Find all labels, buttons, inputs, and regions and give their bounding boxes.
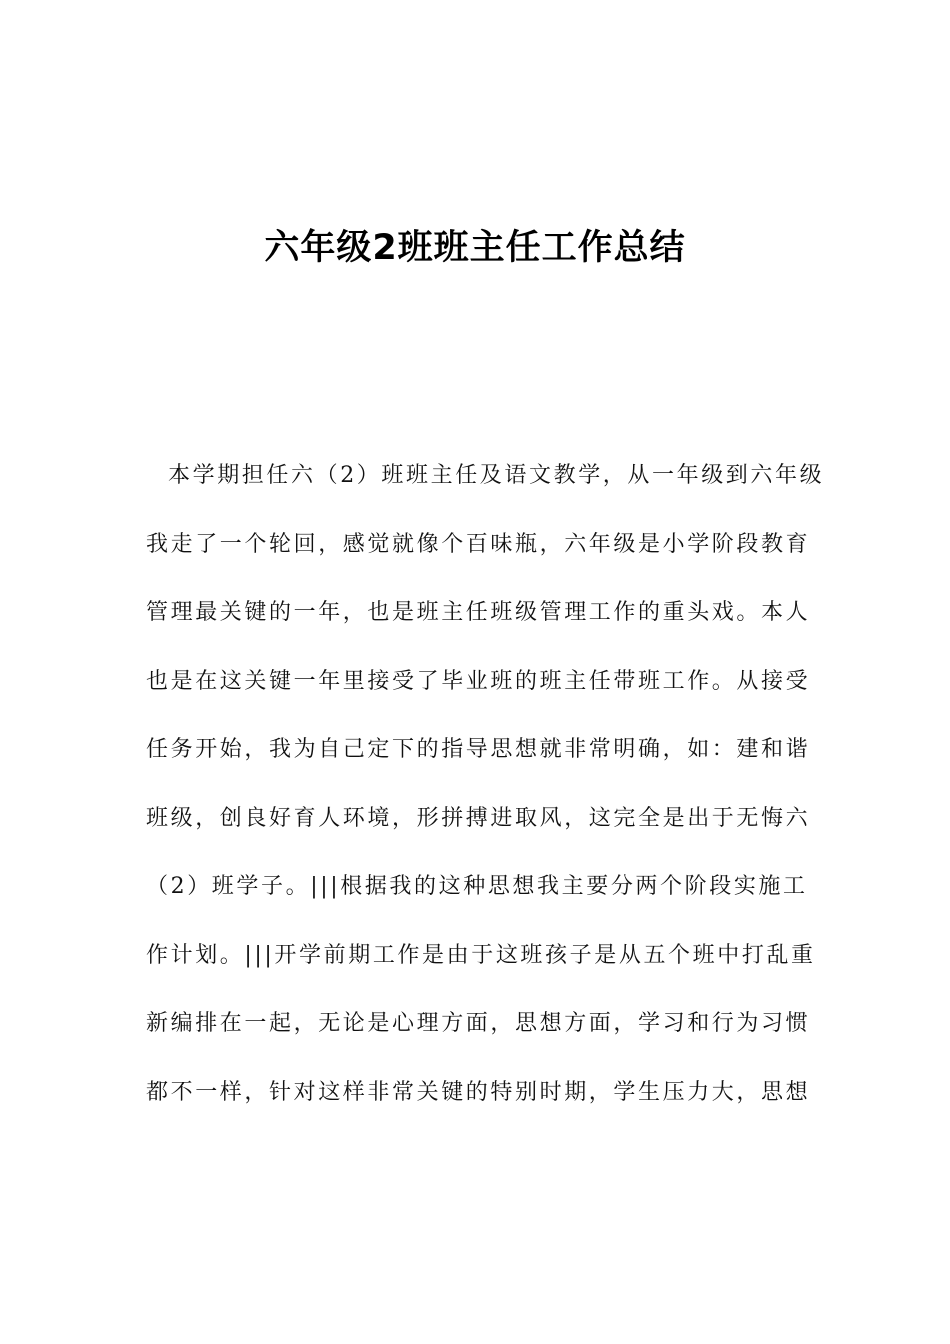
paragraph-line-5: 任务开始，我为自己定下的指导思想就非常明确，如：建和谐 [146,737,811,762]
paragraph-line-1: 本学期担任六（2）班班主任及语文教学，从一年级到六年级 [168,463,825,488]
paragraph-line-7: （2）班学子。|||根据我的这种思想我主要分两个阶段实施工 [146,874,808,899]
paragraph-line-4: 也是在这关键一年里接受了毕业班的班主任带班工作。从接受 [146,668,811,694]
paragraph-line-6: 班级，创良好育人环境，形拼搏进取风，这完全是出于无悔六 [146,805,811,831]
paragraph-line-2: 我走了一个轮回，感觉就像个百味瓶，六年级是小学阶段教育 [146,531,811,557]
paragraph-line-8: 作计划。|||开学前期工作是由于这班孩子是从五个班中打乱重 [146,942,816,968]
document-title: 六年级2班班主任工作总结 [264,228,686,268]
paragraph-line-3: 管理最关键的一年，也是班主任班级管理工作的重头戏。本人 [146,600,811,625]
paragraph-line-9: 新编排在一起，无论是心理方面，思想方面，学习和行为习惯 [146,1011,811,1036]
paragraph-line-10: 都不一样，针对这样非常关键的特别时期，学生压力大，思想 [146,1079,811,1105]
document-body [146,454,825,1139]
